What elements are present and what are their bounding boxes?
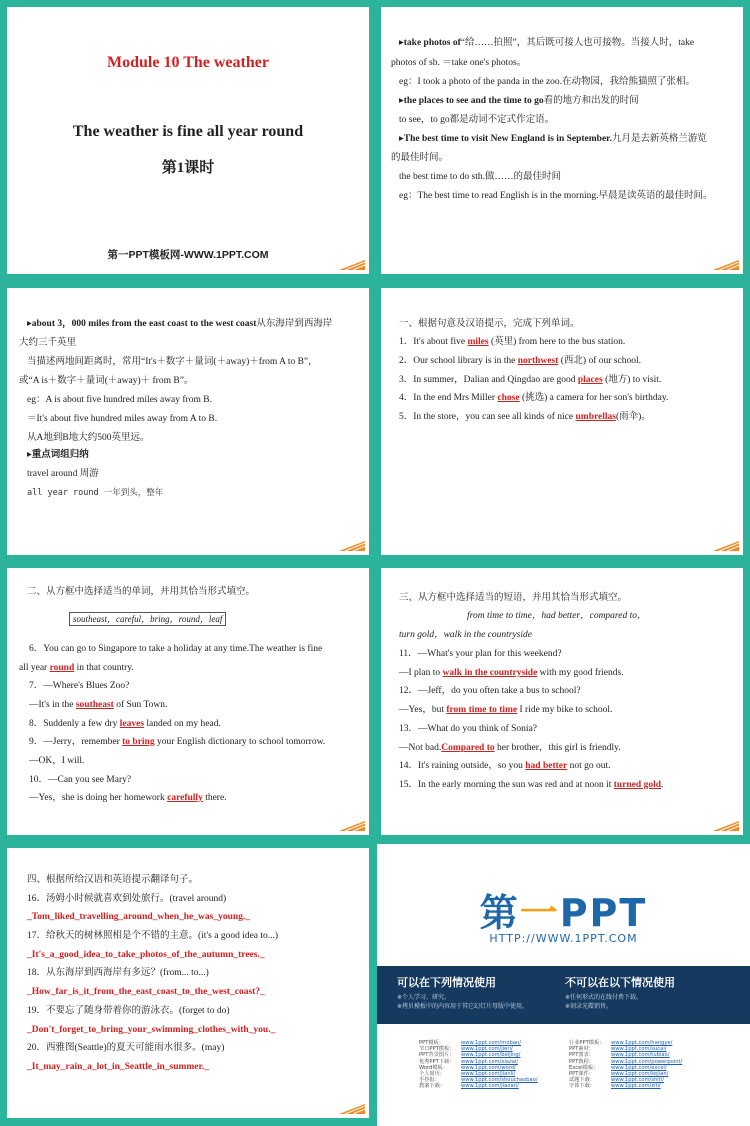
cannot-use-title: 不可以在以下情况使用 bbox=[565, 976, 675, 989]
note-line: ＝It's about five hundred miles away from A to B. bbox=[27, 414, 218, 424]
link-row[interactable]: 优秀PPT下载： www.1ppt.com/xiazai/ bbox=[419, 1058, 519, 1065]
brand-logo: 第一PPT bbox=[479, 891, 648, 935]
note-line: eg：The best time to read English is in the morning.早晨是读英语的最佳时间。 bbox=[399, 191, 713, 201]
slide-7-exercise[interactable] bbox=[7, 848, 369, 1118]
question-6: 6．You can go to Singapore to take a holiday at any time.The weather is fine bbox=[29, 644, 323, 654]
note-line: the best time to do sth.做……的最佳时间 bbox=[399, 172, 562, 182]
question-12-cont: —Yes，but from time to time I ride my bike to school. bbox=[399, 705, 613, 715]
link-row[interactable]: Word模板： www.1ppt.com/word/ bbox=[419, 1064, 516, 1071]
corner-stripe-icon bbox=[339, 821, 365, 831]
lesson-subtitle: The weather is fine all year round bbox=[72, 123, 304, 140]
question-7: 7．—Where's Blues Zoo? bbox=[29, 681, 130, 691]
note-line: eg：A is about five hundred miles away from B. bbox=[27, 395, 212, 405]
note-line: eg：I took a photo of the panda in the zoo.在动物园，我给熊猫照了张相。 bbox=[399, 77, 696, 87]
slide-3-notes[interactable] bbox=[7, 288, 369, 555]
question-4: 4．In the end Mrs Miller chose (挑选) a camera for her son's birthday. bbox=[399, 393, 669, 403]
phrase-list-cont: turn gold，walk in the countryside bbox=[399, 630, 532, 640]
question-14: 14．It's raining outside，so you had better not go out. bbox=[399, 761, 611, 771]
question-13: 13．—What do you think of Sonia? bbox=[399, 724, 537, 734]
corner-stripe-icon bbox=[713, 260, 739, 270]
exercise-heading: 三、从方框中选择适当的短语，并用其恰当形式填空。 bbox=[399, 593, 628, 603]
link-row[interactable]: 教案下载： www.1ppt.com/jiaoan/ bbox=[419, 1083, 519, 1090]
word-box: southeast，careful，bring，round，leaf bbox=[69, 612, 226, 626]
links-left bbox=[419, 1040, 538, 1090]
question-11-cont: —I plan to walk in the countryside with my good friends. bbox=[399, 668, 624, 678]
note-line: to see，to go都是动词不定式作定语。 bbox=[399, 115, 555, 125]
question-6-cont: all year round in that country. bbox=[19, 663, 134, 673]
question-5: 5．In the store，you can see all kinds of nice umbrellas(雨伞)。 bbox=[399, 412, 651, 422]
link-row[interactable]: PPT图表： www.1ppt.com/tubiao/ bbox=[569, 1052, 670, 1059]
link-row[interactable]: 个人简历： www.1ppt.com/jianli/ bbox=[419, 1071, 516, 1078]
answer-19: _Don't_forget_to_bring_your_swimming_clothes_with_you._ bbox=[27, 1025, 276, 1035]
link-row[interactable]: 手抄报： www.1ppt.com/shouchaobao/ bbox=[419, 1077, 538, 1084]
note-line: ▸take photos of“给……拍照”，其后既可接人也可接物。当接人时，take bbox=[399, 38, 695, 48]
link-row[interactable]: PPT教程： www.1ppt.com/powerpoint/ bbox=[569, 1058, 683, 1065]
slide-2-notes[interactable] bbox=[381, 7, 743, 274]
note-line: ▸the places to see and the time to go看的地方和出发的时间 bbox=[399, 96, 639, 106]
question-11: 11．—What's your plan for this weekend? bbox=[399, 649, 562, 659]
cannot-use-1: ※任何形式的在线付费下载。 bbox=[565, 994, 643, 1001]
note-line: ▸The best time to visit New England is in September.九月是去新英格兰游览 bbox=[399, 134, 707, 144]
cannot-use-2: ※刻录光碟销售。 bbox=[565, 1003, 613, 1010]
links-right bbox=[569, 1040, 682, 1090]
brand-text: 第一PPT模板网-WWW.1PPT.COM bbox=[107, 249, 269, 261]
note-line: 的最佳时间。 bbox=[391, 153, 449, 163]
answer-16: _Tom_liked_travelling_around_when_he_was_young._ bbox=[27, 912, 251, 922]
link-row[interactable]: 试题下载： www.1ppt.com/shiti/ bbox=[569, 1077, 664, 1084]
link-row[interactable]: PPT模板： www.1ppt.com/moban/ bbox=[419, 1040, 522, 1046]
can-use-1: ※个人学习、研究。 bbox=[397, 994, 451, 1001]
question-17: 17．给秋天的树林照相是个不错的主意。(it's a good idea to...) bbox=[27, 931, 279, 941]
question-9-cont: —OK，I will. bbox=[29, 756, 85, 766]
link-row[interactable]: 字体下载： www.1ppt.com/ziti/ bbox=[569, 1083, 661, 1090]
answer-18: _How_far_is_it_from_the_east_coast_to_the_west_coast?_ bbox=[27, 987, 265, 997]
question-10-cont: —Yes，she is doing her homework carefully there. bbox=[29, 793, 227, 803]
note-line: all year round 一年到头，整年 bbox=[27, 488, 164, 498]
link-row[interactable]: Excel模板： www.1ppt.com/excel/ bbox=[569, 1064, 667, 1071]
can-use-2: ※拷贝模板中的内容用于其它幻灯片母版中使用。 bbox=[397, 1003, 529, 1010]
link-row[interactable]: PPT背景图片： www.1ppt.com/beijing/ bbox=[419, 1052, 521, 1059]
link-row[interactable]: 节日PPT模板： www.1ppt.com/jieri/ bbox=[419, 1046, 513, 1053]
note-line: ▸about 3，000 miles from the east coast to the west coast从东海岸到西海岸 bbox=[27, 319, 333, 329]
question-1: 1．It's about five miles (英里) from here to the bus station. bbox=[399, 337, 626, 347]
note-line: travel around 周游 bbox=[27, 469, 99, 479]
answer-20: _It_may_rain_a_lot_in_Seattle_in_summer._ bbox=[27, 1062, 209, 1072]
question-2: 2．Our school library is in the northwest (西北) of our school. bbox=[399, 356, 641, 366]
note-line: 大约三千英里 bbox=[19, 338, 77, 348]
question-9: 9．—Jerry，remember to bring your English dictionary to school tomorrow. bbox=[29, 737, 326, 747]
slide-5-exercise[interactable] bbox=[7, 568, 369, 835]
answer-17: _It's_a_good_idea_to_take_photos_of_the_autumn_trees._ bbox=[27, 950, 265, 960]
note-line: ▸重点词组归纳 bbox=[27, 450, 89, 460]
usage-banner bbox=[377, 966, 750, 1024]
can-use-title: 可以在下列情况使用 bbox=[397, 976, 496, 989]
question-12: 12．—Jeff，do you often take a bus to school? bbox=[399, 686, 581, 696]
note-line: 或“A is＋数字＋量词(＋away)＋ from B”。 bbox=[19, 376, 194, 386]
brand-url: HTTP://WWW.1PPT.COM bbox=[489, 932, 638, 945]
link-row[interactable]: 行业PPT模板： www.1ppt.com/hangye/ bbox=[569, 1040, 673, 1046]
note-line: 从A地到B地大约500英里远。 bbox=[27, 433, 150, 443]
question-13-cont: —Not bad.Compared to her brother，this girl is friendly. bbox=[399, 743, 621, 753]
exercise-heading: 二、从方框中选择适当的单词，并用其恰当形式填空。 bbox=[27, 587, 256, 597]
question-19: 19．不要忘了随身带着你的游泳衣。(forget to do) bbox=[27, 1006, 230, 1016]
lesson-number: 第1课时 bbox=[161, 160, 215, 176]
slide-4-exercise[interactable] bbox=[381, 288, 743, 555]
question-15: 15．In the early morning the sun was red and at noon it turned gold. bbox=[399, 780, 664, 790]
link-row[interactable]: PPT素材： www.1ppt.com/sucai/ bbox=[569, 1046, 667, 1053]
question-16: 16．汤姆小时候就喜欢到处旅行。(travel around) bbox=[27, 894, 227, 904]
slide-1-title[interactable] bbox=[7, 7, 369, 274]
slide-8-credits[interactable] bbox=[377, 844, 750, 1126]
corner-stripe-icon bbox=[713, 821, 739, 831]
exercise-heading: 一、根据句意及汉语提示，完成下列单词。 bbox=[399, 319, 580, 329]
corner-stripe-icon bbox=[713, 541, 739, 551]
question-8: 8．Suddenly a few dry leaves landed on my head. bbox=[29, 719, 221, 729]
corner-stripe-icon bbox=[339, 1104, 365, 1114]
corner-stripe-icon bbox=[339, 260, 365, 270]
note-line: photos of sb. ＝take one's photos。 bbox=[391, 58, 527, 68]
corner-stripe-icon bbox=[339, 541, 365, 551]
note-line: 当描述两地间距离时，常用“It's＋数字＋量词(＋away)＋from A to B”， bbox=[27, 357, 318, 367]
question-7-cont: —It's in the southeast of Sun Town. bbox=[29, 700, 168, 710]
module-title: Module 10 The weather bbox=[107, 54, 269, 71]
exercise-heading: 四、根据所给汉语和英语提示翻译句子。 bbox=[27, 875, 199, 885]
question-3: 3．In summer，Dalian and Qingdao are good places (地方) to visit. bbox=[399, 375, 662, 385]
phrase-list: from time to time，had better，compared to， bbox=[467, 611, 647, 621]
question-18: 18．从东海岸到西海岸有多远？(from... to...) bbox=[27, 968, 209, 978]
question-20: 20．西雅图(Seattle)的夏天可能雨水很多。(may) bbox=[27, 1043, 225, 1053]
slide-6-exercise[interactable] bbox=[381, 568, 743, 835]
question-10: 10．—Can you see Mary? bbox=[29, 775, 132, 785]
link-row[interactable]: PPT课件： www.1ppt.com/kejian/ bbox=[569, 1071, 669, 1078]
